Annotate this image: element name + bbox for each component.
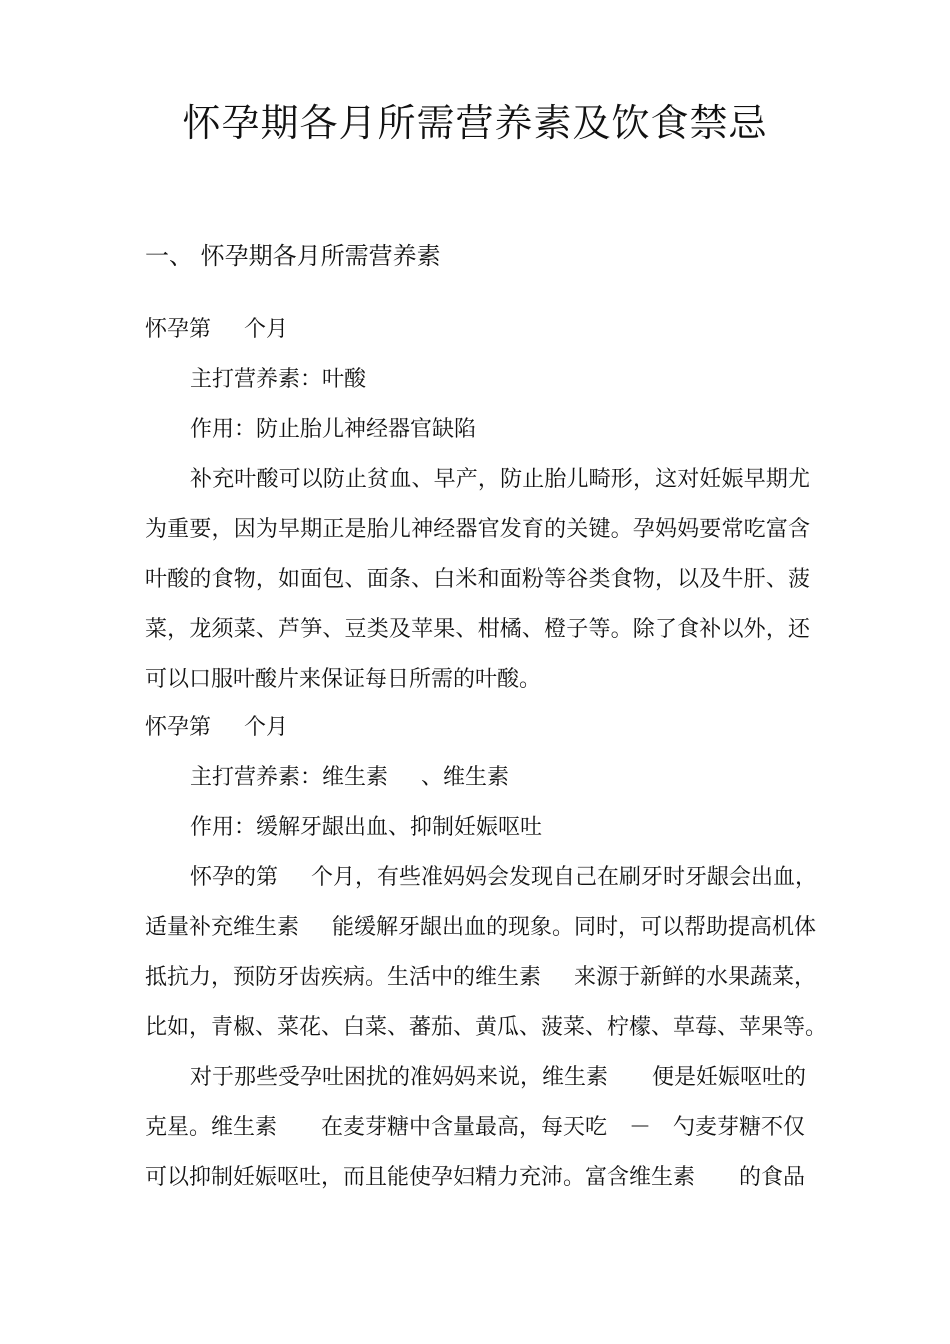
paragraph-text: 克星。维生素 bbox=[145, 1115, 278, 1140]
effect-line: 作用：缓解牙龈出血、抑制妊娠呕吐 bbox=[190, 815, 543, 840]
paragraph-line: 比如，青椒、菜花、白菜、蕃茄、黄瓜、菠菜、柠檬、草莓、苹果等。 bbox=[145, 1015, 828, 1040]
paragraph-text: 适量补充维生素 bbox=[145, 915, 300, 940]
section-heading: 一、 怀孕期各月所需营养素 bbox=[145, 242, 441, 270]
paragraph-line: 补充叶酸可以防止贫血、早产，防止胎儿畸形，这对妊娠早期尤 bbox=[190, 467, 810, 492]
paragraph-line: 可以口服叶酸片来保证每日所需的叶酸。 bbox=[145, 667, 542, 692]
month-label-prefix: 怀孕第 bbox=[145, 317, 212, 342]
paragraph-line bbox=[190, 1063, 810, 1093]
month-label bbox=[145, 713, 810, 743]
paragraph-line bbox=[145, 963, 817, 993]
paragraph-line: 为重要，因为早期正是胎儿神经器官发育的关键。孕妈妈要常吃富含 bbox=[145, 517, 810, 542]
paragraph-line bbox=[145, 913, 817, 943]
paragraph-line bbox=[145, 1113, 810, 1143]
paragraph-text: － bbox=[629, 1115, 652, 1140]
nutrient-text: 、维生素 bbox=[421, 765, 510, 790]
nutrient-line bbox=[190, 763, 810, 793]
effect-line: 作用：防止胎儿神经器官缺陷 bbox=[190, 417, 477, 442]
month-label bbox=[145, 315, 810, 345]
paragraph-text: 抵抗力，预防牙齿疾病。生活中的维生素 bbox=[145, 965, 542, 990]
paragraph-text: 在麦芽糖中含量最高，每天吃 bbox=[321, 1115, 608, 1140]
paragraph-line: 菜，龙须菜、芦笋、豆类及苹果、柑橘、橙子等。除了食补以外，还 bbox=[145, 617, 810, 642]
month-label-suffix: 个月 bbox=[244, 715, 289, 740]
paragraph-line bbox=[190, 863, 818, 893]
paragraph-text: 个月，有些准妈妈会发现自己在刷牙时牙龈会出血， bbox=[311, 865, 818, 890]
month-label-suffix: 个月 bbox=[244, 317, 289, 342]
paragraph-text: 怀孕的第 bbox=[190, 865, 279, 890]
month-label-prefix: 怀孕第 bbox=[145, 715, 212, 740]
nutrient-line: 主打营养素：叶酸 bbox=[190, 367, 367, 392]
paragraph-text: 可以抑制妊娠呕吐，而且能使孕妇精力充沛。富含维生素 bbox=[145, 1165, 696, 1190]
paragraph-text: 的食品 bbox=[739, 1165, 806, 1190]
paragraph-line bbox=[145, 1163, 810, 1193]
paragraph-text: 来源于新鲜的水果蔬菜， bbox=[574, 965, 817, 990]
paragraph-line: 叶酸的食物，如面包、面条、白米和面粉等谷类食物，以及牛肝、菠 bbox=[145, 567, 810, 592]
paragraph-text: 便是妊娠呕吐的 bbox=[652, 1065, 807, 1090]
paragraph-text: 能缓解牙龈出血的现象。同时，可以帮助提高机体 bbox=[332, 915, 817, 940]
paragraph-text: 勺麦芽糖不仅 bbox=[673, 1115, 806, 1140]
paragraph-text: 对于那些受孕吐困扰的准妈妈来说，维生素 bbox=[190, 1065, 609, 1090]
nutrient-text: 主打营养素：维生素 bbox=[190, 765, 389, 790]
document-title: 怀孕期各月所需营养素及饮食禁忌 bbox=[182, 101, 768, 145]
